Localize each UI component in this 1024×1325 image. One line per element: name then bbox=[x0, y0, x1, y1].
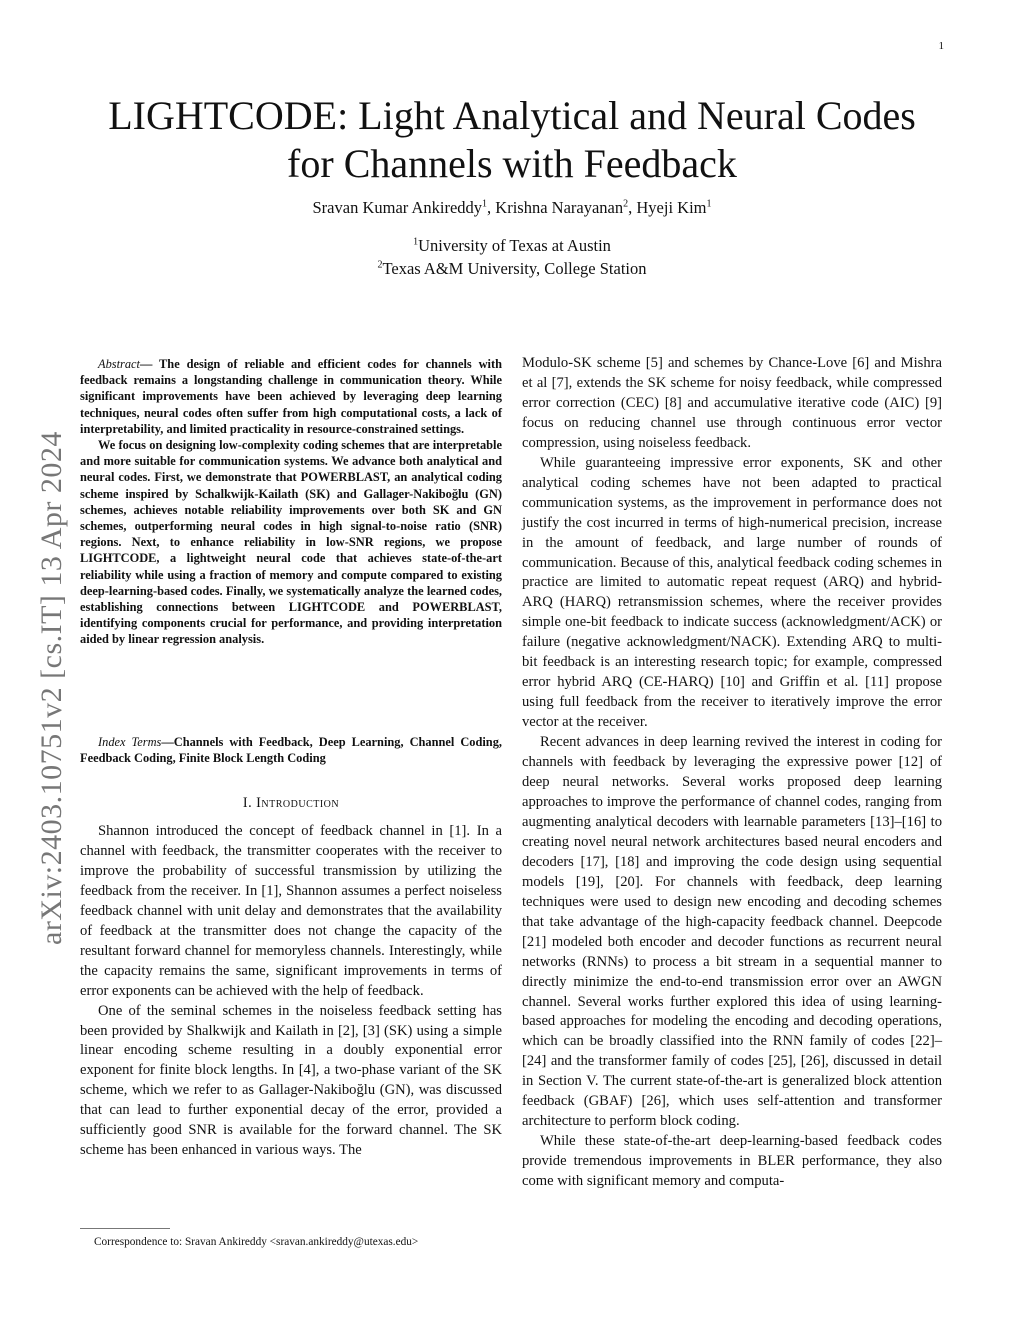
affiliation-2-text: Texas A&M University, College Station bbox=[382, 259, 647, 278]
footnote-rule bbox=[80, 1228, 170, 1229]
right-column bbox=[522, 354, 942, 1192]
affiliation-1 bbox=[0, 236, 1024, 256]
author-1-sup: 1 bbox=[482, 198, 488, 210]
intro-p1: Shannon introduced the concept of feedback channel in [1]. In a channel with feedback, the transmitter cooperates with the receiver to improve the probability of successful transmission by utilizing the feedback from the receiver. In [1], Shannon assumes a perfect noiseless feedback channel with unit delay and demonstrates that the availability of feedback at the transmitter does not change the capacity of the resultant forward channel for memoryless channels. Interestingly, while the capacity remains the same, significant improvements in terms of error exponents can be achieved with the help of feedback. bbox=[80, 823, 502, 999]
title-light-rest: IGHT bbox=[132, 93, 229, 138]
right-p1: Modulo-SK scheme [5] and schemes by Chance-Love [6] and Mishra et al [7], extends the SK scheme for noisy feedback, while compressed error correction (CEC) [8] and accumulative iterative code (AIC) [9] focus on reducing channel use through continuous error vector compression, using noiseless feedback. bbox=[522, 355, 942, 451]
abstract-p1-text: — The design of reliable and efficient codes for channels with feedback remains a longstanding challenge in communication theory. While significant improvements have been achieved by leveraging deep learning techniques, neural codes often suffer from high computational costs, a lack of interpretability, and limited practicality in resource-constrained settings. bbox=[80, 357, 502, 436]
index-terms-label: Index Terms bbox=[98, 735, 162, 749]
title-light-initial: L bbox=[108, 93, 133, 138]
affiliation-2 bbox=[0, 259, 1024, 279]
author-1: Sravan Kumar Ankireddy bbox=[312, 198, 483, 217]
title-code-rest: ODE bbox=[254, 93, 338, 138]
paper-title bbox=[0, 92, 1024, 188]
section-heading: I. Introduction bbox=[242, 795, 340, 811]
right-p4: While these state-of-the-art deep-learning-based feedback codes provide tremendous improvements in BLER performance, they also come with significant memory and computa- bbox=[522, 1133, 942, 1190]
author-list bbox=[0, 198, 1024, 218]
title-line2: for Channels with Feedback bbox=[287, 141, 737, 186]
abstract bbox=[80, 356, 502, 648]
title-line1-rest: : Light Analytical and Neural Codes bbox=[337, 93, 916, 138]
right-p2: While guaranteeing impressive error exponents, SK and other analytical coding schemes have not been adapted to practical communication systems, as the improvement in performance does not justify the cost incurred in terms of high-numerical precision, increase in the amount of feedback, and large number of rounds of communication. Because of this, analytical feedback coding schemes in practice are limited to automatic repeat request (ARQ) and hybrid-ARQ (HARQ) retransmission schemes, where the receiver provides simple one-bit feedback to indicate success (acknowledgment/ACK) or failure (negative acknowledgment/NACK). Extending ARQ to multi-bit feedback is an interesting research topic; for example, compressed error hybrid ARQ (CE-HARQ) [10] and Griffin et al. [11] propose using full feedback from the receiver to iteratively improve the error vector at the receiver. bbox=[522, 454, 942, 731]
index-terms bbox=[80, 734, 502, 766]
title-code-initial: C bbox=[228, 93, 255, 138]
abstract-p1 bbox=[80, 356, 502, 437]
abstract-label: Abstract bbox=[98, 357, 140, 371]
left-column bbox=[80, 822, 502, 1161]
affiliation-2-sup: 2 bbox=[377, 259, 383, 271]
affiliation-1-text: University of Texas at Austin bbox=[418, 236, 611, 255]
intro-p2: One of the seminal schemes in the noiseless feedback setting has been provided by Shalkwijk and Kailath in [2], [3] (SK) using a simple linear encoding scheme resulting in a doubly exponential error exponent for finite block lengths. In [4], a two-phase variant of the SK scheme, which we refer to as Gallager-Nakiboğlu (GN), was discussed that can lead to further exponential decay of the error, provided a sufficiently good SNR is available for the forward channel. The SK scheme has been enhanced in various ways. The bbox=[80, 1002, 502, 1159]
author-2-sup: 2 bbox=[623, 198, 629, 210]
footnote: Correspondence to: Sravan Ankireddy <sravan.ankireddy@utexas.edu> bbox=[94, 1236, 419, 1248]
arxiv-stamp: arXiv:2403.10751v2 [cs.IT] 13 Apr 2024 bbox=[35, 431, 68, 945]
affiliation-1-sup: 1 bbox=[413, 236, 419, 248]
abstract-p2: We focus on designing low-complexity coding schemes that are interpretable and more suitable for communication systems. We advance both analytical and neural codes. First, we demonstrate that POWERBLAST, an analytical coding scheme inspired by Schalkwijk-Kailath (SK) and Gallager-Nakiboğlu (GN) schemes, achieves notable reliability improvements over both SK and GN schemes, outperforming neural codes in high signal-to-noise ratio (SNR) regions. Next, to enhance reliability in low-SNR regions, we propose LIGHTCODE, a lightweight neural code that achieves state-of-the-art reliability while using a fraction of memory and compute compared to existing deep-learning-based codes. Finally, we systematically analyze the learned codes, establishing connections between LIGHTCODE and POWERBLAST, identifying components crucial for performance, and providing interpretation aided by linear regression analysis. bbox=[80, 438, 502, 647]
index-terms-text: —Channels with Feedback, Deep Learning, Channel Coding, Feedback Coding, Finite Block Length Coding bbox=[80, 735, 502, 766]
author-2: , Krishna Narayanan bbox=[487, 198, 624, 217]
page-number: 1 bbox=[938, 40, 944, 52]
author-3: , Hyeji Kim bbox=[628, 198, 707, 217]
author-3-sup: 1 bbox=[706, 198, 712, 210]
right-p3: Recent advances in deep learning revived the interest in coding for channels with feedback by leveraging the expressive power [12] of deep neural networks. Several works proposed deep learning approaches to improve the performance of channel codes, ranging from augmenting analytical decoders with learnable parameters [13]–[16] to creating novel neural network architectures based neural encoders and decoders [17], [18] and improving the code design using sequential models [19], [20]. For channels with feedback, deep learning techniques were used to design new encoding and decoding schemes that take advantage of the high-capacity feedback channel. Deepcode [21] modeled both encoder and decoder functions as recurrent neural networks (RNNs) to process a bit stream in a sequential manner to directly minimize the end-to-end transmission error over an AWGN channel. Several works further explored this idea of using learning-based approaches for modeling the encoding and decoding operations, which can be broadly classified into the RNN family of codes [22]–[24] and the transformer family of codes [25], [26], discussed in detail in Section V. The current state-of-the-art is generalized block attention feedback (GBAF) [26], which uses self-attention and transformer architecture to perform block coding. bbox=[522, 734, 942, 1130]
